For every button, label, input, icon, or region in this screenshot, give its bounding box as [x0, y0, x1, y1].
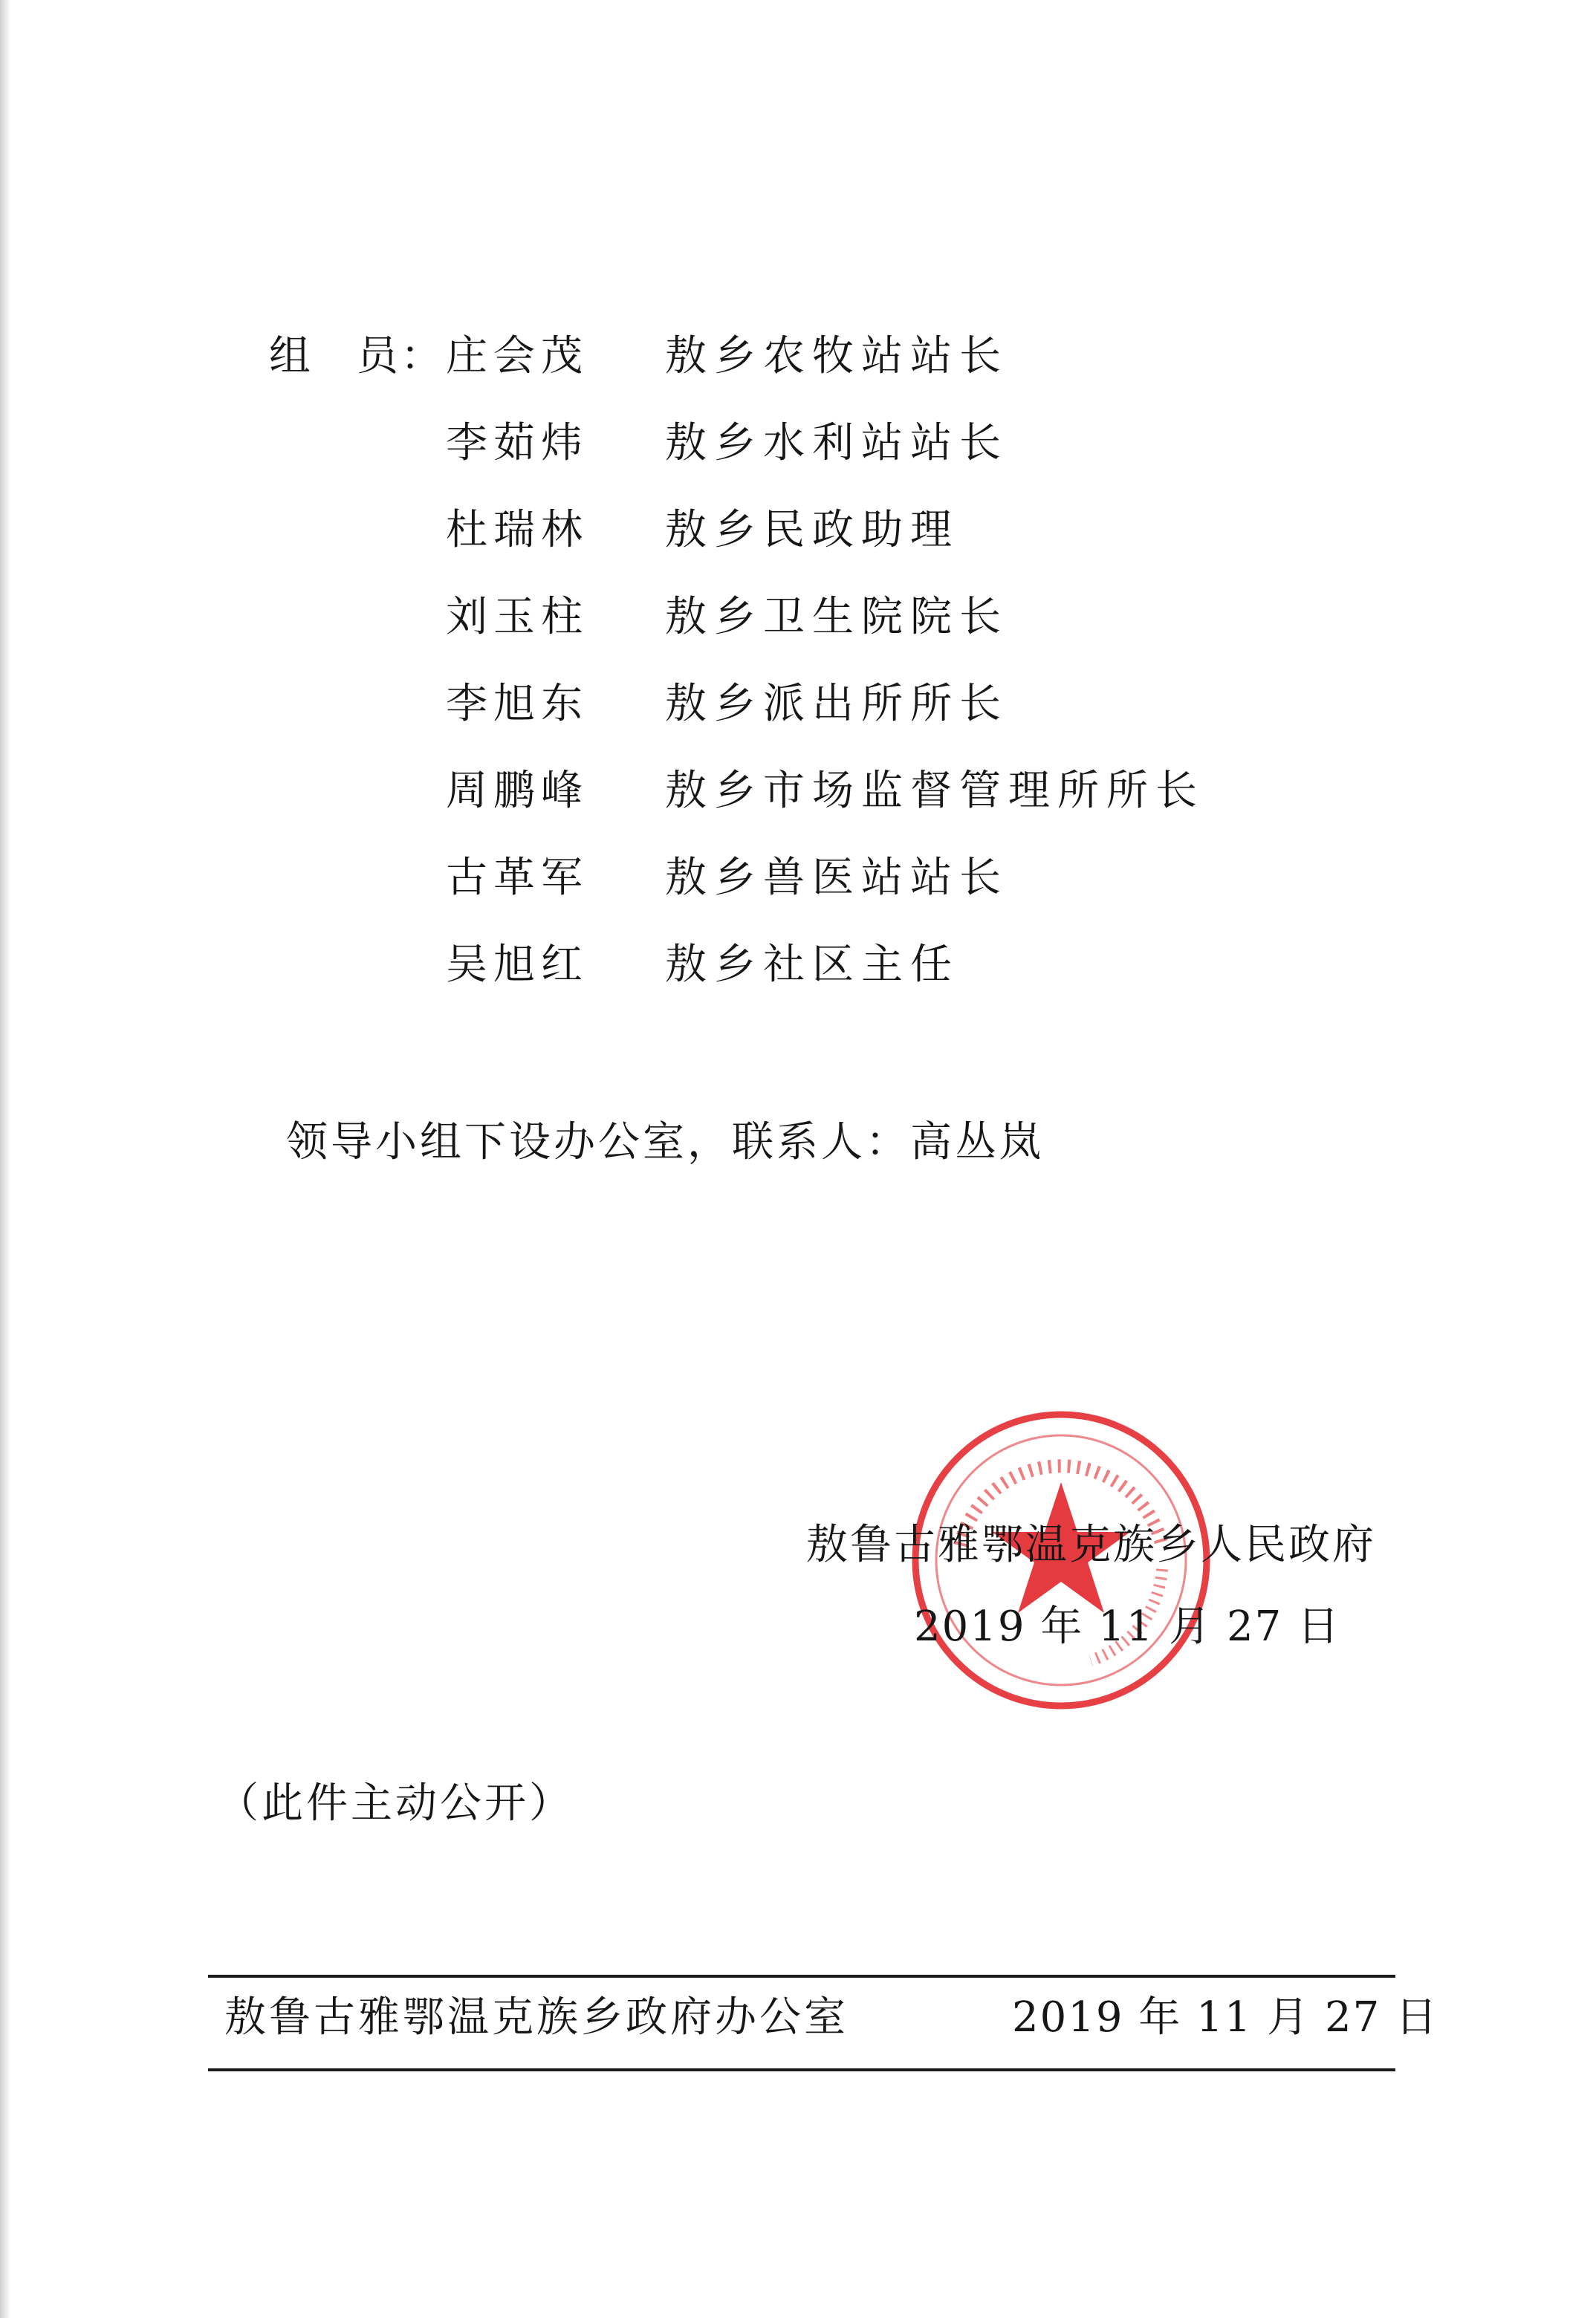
member-list	[0, 0, 1596, 1040]
member-row	[0, 327, 1596, 386]
member-row	[0, 848, 1596, 908]
member-row	[0, 675, 1596, 734]
member-name: 杜瑞林	[446, 506, 588, 554]
footer-date: 2019 年 11 月 27 日	[1012, 1993, 1439, 2042]
member-title: 敖乡派出所所长	[665, 680, 1008, 728]
members-label: 组 员：	[269, 332, 444, 380]
issue-date: 2019 年 11 月 27 日	[914, 1603, 1341, 1651]
member-title: 敖乡兽医站站长	[665, 854, 1008, 902]
member-name: 李旭东	[446, 680, 588, 728]
member-name: 周鹏峰	[446, 767, 588, 815]
member-title: 敖乡民政助理	[665, 506, 959, 554]
member-row	[0, 501, 1596, 560]
member-title: 敖乡市场监督管理所所长	[665, 767, 1204, 815]
member-name: 古革军	[446, 854, 588, 902]
footer-bottom-rule	[208, 2068, 1395, 2071]
disclosure-note: （此件主动公开）	[217, 1779, 574, 1828]
member-row	[0, 935, 1596, 995]
member-name: 吴旭红	[446, 941, 588, 989]
footer-office: 敖鲁古雅鄂温克族乡政府办公室	[224, 1993, 849, 2042]
footer-top-rule	[208, 1975, 1395, 1978]
member-name: 李茹炜	[446, 419, 588, 467]
member-name: 庄会茂	[446, 332, 588, 380]
member-title: 敖乡社区主任	[665, 941, 959, 989]
member-title: 敖乡水利站站长	[665, 419, 1008, 467]
member-row	[0, 414, 1596, 473]
office-note: 领导小组下设办公室，联系人：高丛岚	[286, 1118, 1044, 1166]
member-name: 刘玉柱	[446, 593, 588, 641]
member-row	[0, 762, 1596, 821]
member-title: 敖乡农牧站站长	[665, 332, 1008, 380]
issuer-name: 敖鲁古雅鄂温克族乡人民政府	[806, 1521, 1376, 1569]
member-row	[0, 588, 1596, 647]
member-title: 敖乡卫生院院长	[665, 593, 1008, 641]
